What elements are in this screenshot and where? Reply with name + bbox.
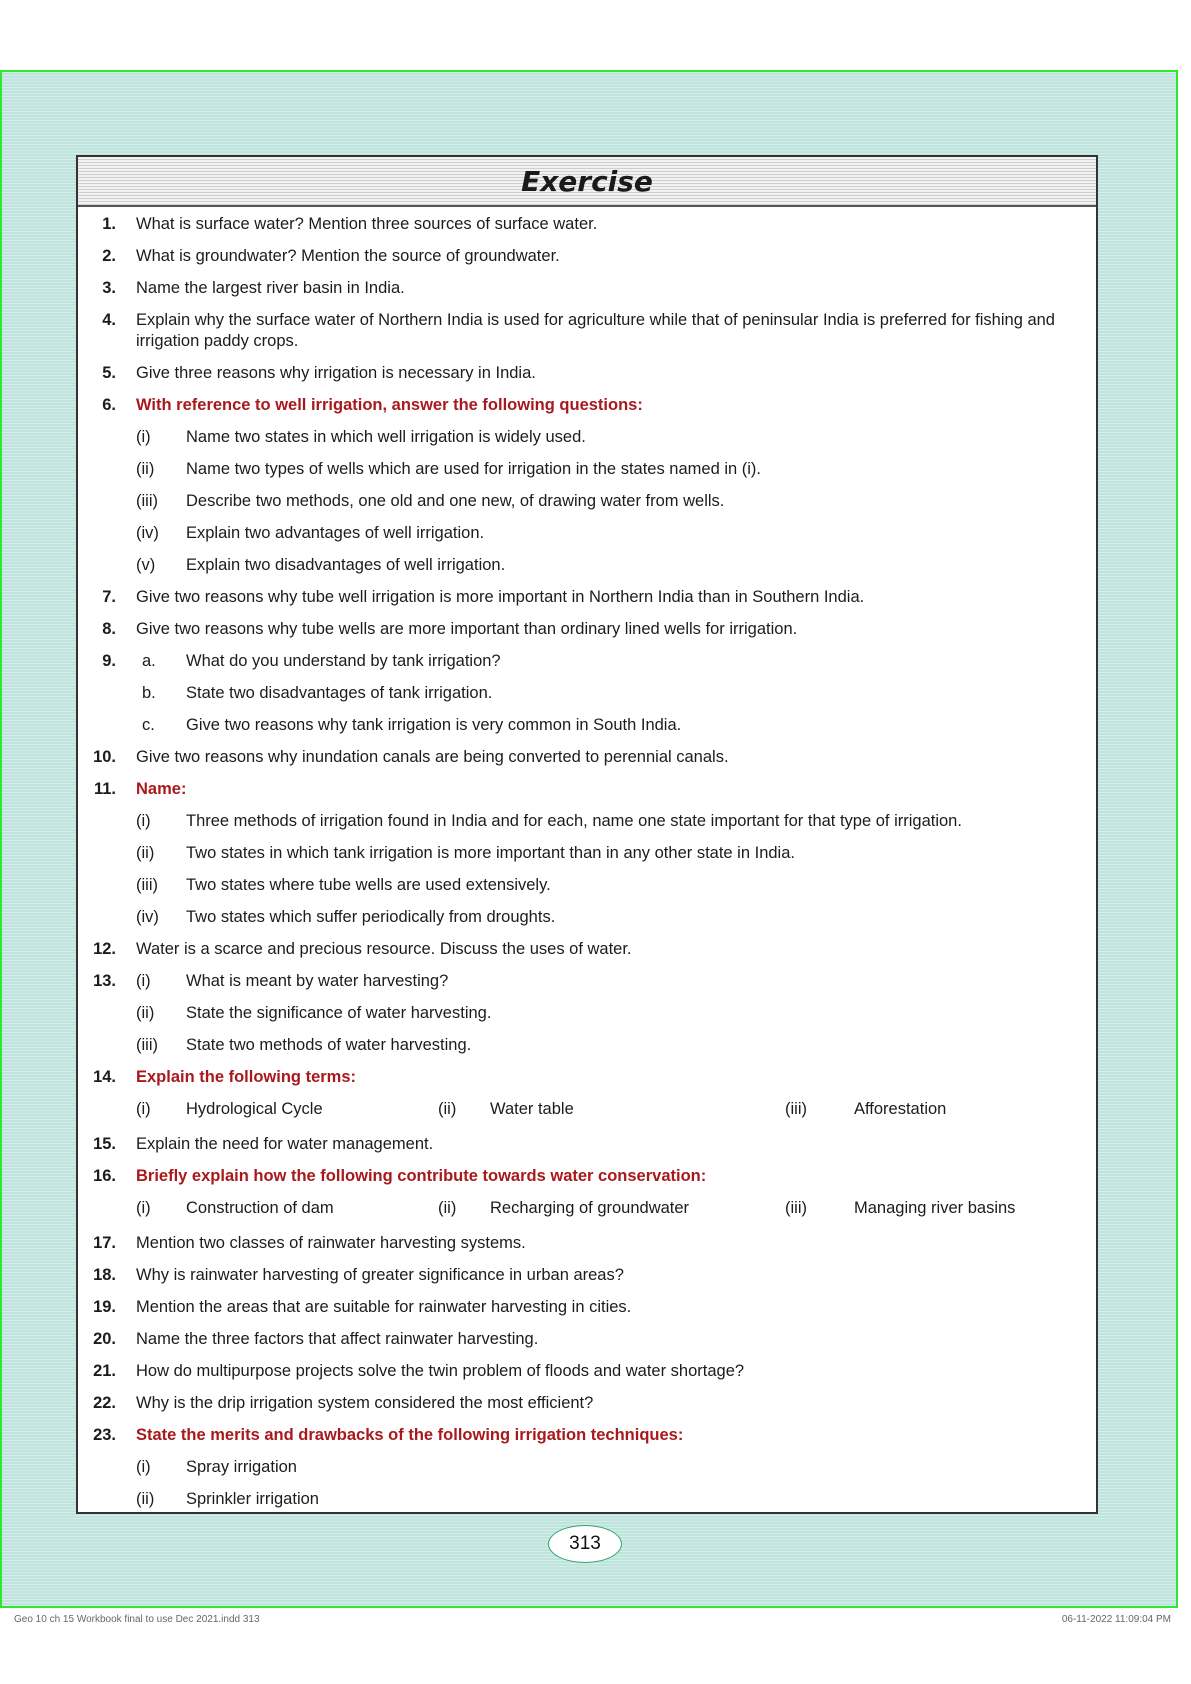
sub-label: a. — [142, 652, 156, 670]
sub-label: (i) — [136, 428, 151, 446]
panel-header — [78, 157, 1096, 207]
sub-text: Explain two advantages of well irrigation. — [186, 524, 485, 542]
question-text: Give two reasons why inundation canals are being converted to perennial canals. — [136, 748, 729, 766]
sub-text: Give two reasons why tank irrigation is very common in South India. — [186, 716, 682, 734]
sub-label: (iii) — [136, 876, 158, 894]
sub-label: (ii) — [438, 1199, 457, 1217]
question-number: 4. — [102, 311, 116, 329]
question-number: 16. — [93, 1167, 116, 1185]
sub-text: State the significance of water harvesting. — [186, 1004, 492, 1022]
question-number: 19. — [93, 1298, 116, 1316]
sub-label: (i) — [136, 1458, 151, 1476]
sub-text: Explain two disadvantages of well irrigation. — [186, 556, 506, 574]
question-number: 18. — [93, 1266, 116, 1284]
sub-label: (iii) — [136, 492, 158, 510]
question-number: 17. — [93, 1234, 116, 1252]
sub-label: c. — [142, 716, 155, 734]
sub-text: Water table — [490, 1100, 574, 1118]
question-number: 3. — [102, 279, 116, 297]
sub-label: (i) — [136, 1100, 151, 1118]
sub-text: State two methods of water harvesting. — [186, 1036, 472, 1054]
question-text: Water is a scarce and precious resource. Discuss the uses of water. — [136, 940, 632, 958]
question-heading: With reference to well irrigation, answer the following questions: — [136, 396, 643, 414]
question-text: Explain the need for water management. — [136, 1135, 434, 1153]
question-number: 20. — [93, 1330, 116, 1348]
question-text: Mention two classes of rainwater harvesting systems. — [136, 1234, 526, 1252]
question-heading: State the merits and drawbacks of the following irrigation techniques: — [136, 1426, 684, 1444]
question-text: Give three reasons why irrigation is necessary in India. — [136, 364, 536, 382]
sub-text: Describe two methods, one old and one new, of drawing water from wells. — [186, 492, 725, 510]
page-number-badge: 313 — [548, 1525, 622, 1563]
question-number: 6. — [102, 396, 116, 414]
question-text: Why is the drip irrigation system considered the most efficient? — [136, 1394, 594, 1412]
print-slug-left: Geo 10 ch 15 Workbook final to use Dec 2021.indd 313 — [14, 1614, 260, 1625]
sub-text: Two states in which tank irrigation is more important than in any other state in India. — [186, 844, 795, 862]
question-text: Give two reasons why tube well irrigation is more important in Northern India than in Southern India. — [136, 588, 865, 606]
sub-text: Hydrological Cycle — [186, 1100, 323, 1118]
sub-label: (iii) — [785, 1199, 807, 1217]
question-number: 14. — [93, 1068, 116, 1086]
sub-label: (iv) — [136, 524, 159, 542]
sub-text: Two states where tube wells are used extensively. — [186, 876, 551, 894]
sub-text: Afforestation — [854, 1100, 947, 1118]
question-text: What is surface water? Mention three sources of surface water. — [136, 215, 598, 233]
sub-text: Sprinkler irrigation — [186, 1490, 319, 1508]
question-number: 5. — [102, 364, 116, 382]
sub-label: (ii) — [136, 844, 155, 862]
sub-text: Construction of dam — [186, 1199, 334, 1217]
question-number: 9. — [102, 652, 116, 670]
question-heading: Explain the following terms: — [136, 1068, 357, 1086]
sub-label: (ii) — [136, 1490, 155, 1508]
question-text: Give two reasons why tube wells are more important than ordinary lined wells for irrigation. — [136, 620, 798, 638]
question-text: Mention the areas that are suitable for rainwater harvesting in cities. — [136, 1298, 632, 1316]
question-text: Explain why the surface water of Northern India is used for agriculture while that of peninsular India is preferred for fishing and irrigation paddy crops. — [136, 311, 1055, 350]
question-text: Name the largest river basin in India. — [136, 279, 405, 297]
question-number: 12. — [93, 940, 116, 958]
sub-label: (i) — [136, 812, 151, 830]
sub-text: Recharging of groundwater — [490, 1199, 690, 1217]
question-number: 7. — [102, 588, 116, 606]
exercise-panel — [76, 155, 1098, 1514]
sub-label: (ii) — [136, 1004, 155, 1022]
page-title: Exercise — [521, 165, 653, 198]
question-text: Name the three factors that affect rainwater harvesting. — [136, 1330, 539, 1348]
sub-label: b. — [142, 684, 156, 702]
sub-label: (ii) — [438, 1100, 457, 1118]
question-text: What is groundwater? Mention the source of groundwater. — [136, 247, 560, 265]
sub-label: (iii) — [136, 1036, 158, 1054]
question-number: 15. — [93, 1135, 116, 1153]
question-text: Why is rainwater harvesting of greater significance in urban areas? — [136, 1266, 624, 1284]
sub-label: (v) — [136, 556, 156, 574]
question-number: 22. — [93, 1394, 116, 1412]
question-number: 13. — [93, 972, 116, 990]
sub-text: What is meant by water harvesting? — [186, 972, 449, 990]
question-text: How do multipurpose projects solve the twin problem of floods and water shortage? — [136, 1362, 745, 1380]
question-number: 11. — [93, 780, 116, 798]
sub-text: Spray irrigation — [186, 1458, 297, 1476]
question-number: 21. — [93, 1362, 116, 1380]
sub-text: State two disadvantages of tank irrigation. — [186, 684, 493, 702]
question-heading: Name: — [136, 780, 187, 798]
sub-label: (i) — [136, 972, 151, 990]
sub-label: (i) — [136, 1199, 151, 1217]
sub-label: (iii) — [785, 1100, 807, 1118]
question-number: 23. — [93, 1426, 116, 1444]
sub-text: Managing river basins — [854, 1199, 1016, 1217]
question-heading: Briefly explain how the following contribute towards water conservation: — [136, 1167, 707, 1185]
sub-label: (ii) — [136, 460, 155, 478]
question-number: 2. — [102, 247, 116, 265]
question-number: 10. — [93, 748, 116, 766]
sub-text: Name two states in which well irrigation is widely used. — [186, 428, 586, 446]
sub-text: What do you understand by tank irrigation? — [186, 652, 501, 670]
print-slug-right: 06-11-2022 11:09:04 PM — [1061, 1614, 1171, 1625]
question-number: 1. — [102, 215, 116, 233]
sub-text: Three methods of irrigation found in India and for each, name one state important for that type of irrigation. — [186, 812, 962, 830]
sub-text: Two states which suffer periodically from droughts. — [186, 908, 556, 926]
sub-text: Name two types of wells which are used for irrigation in the states named in (i). — [186, 460, 762, 478]
sub-label: (iv) — [136, 908, 159, 926]
question-number: 8. — [102, 620, 116, 638]
